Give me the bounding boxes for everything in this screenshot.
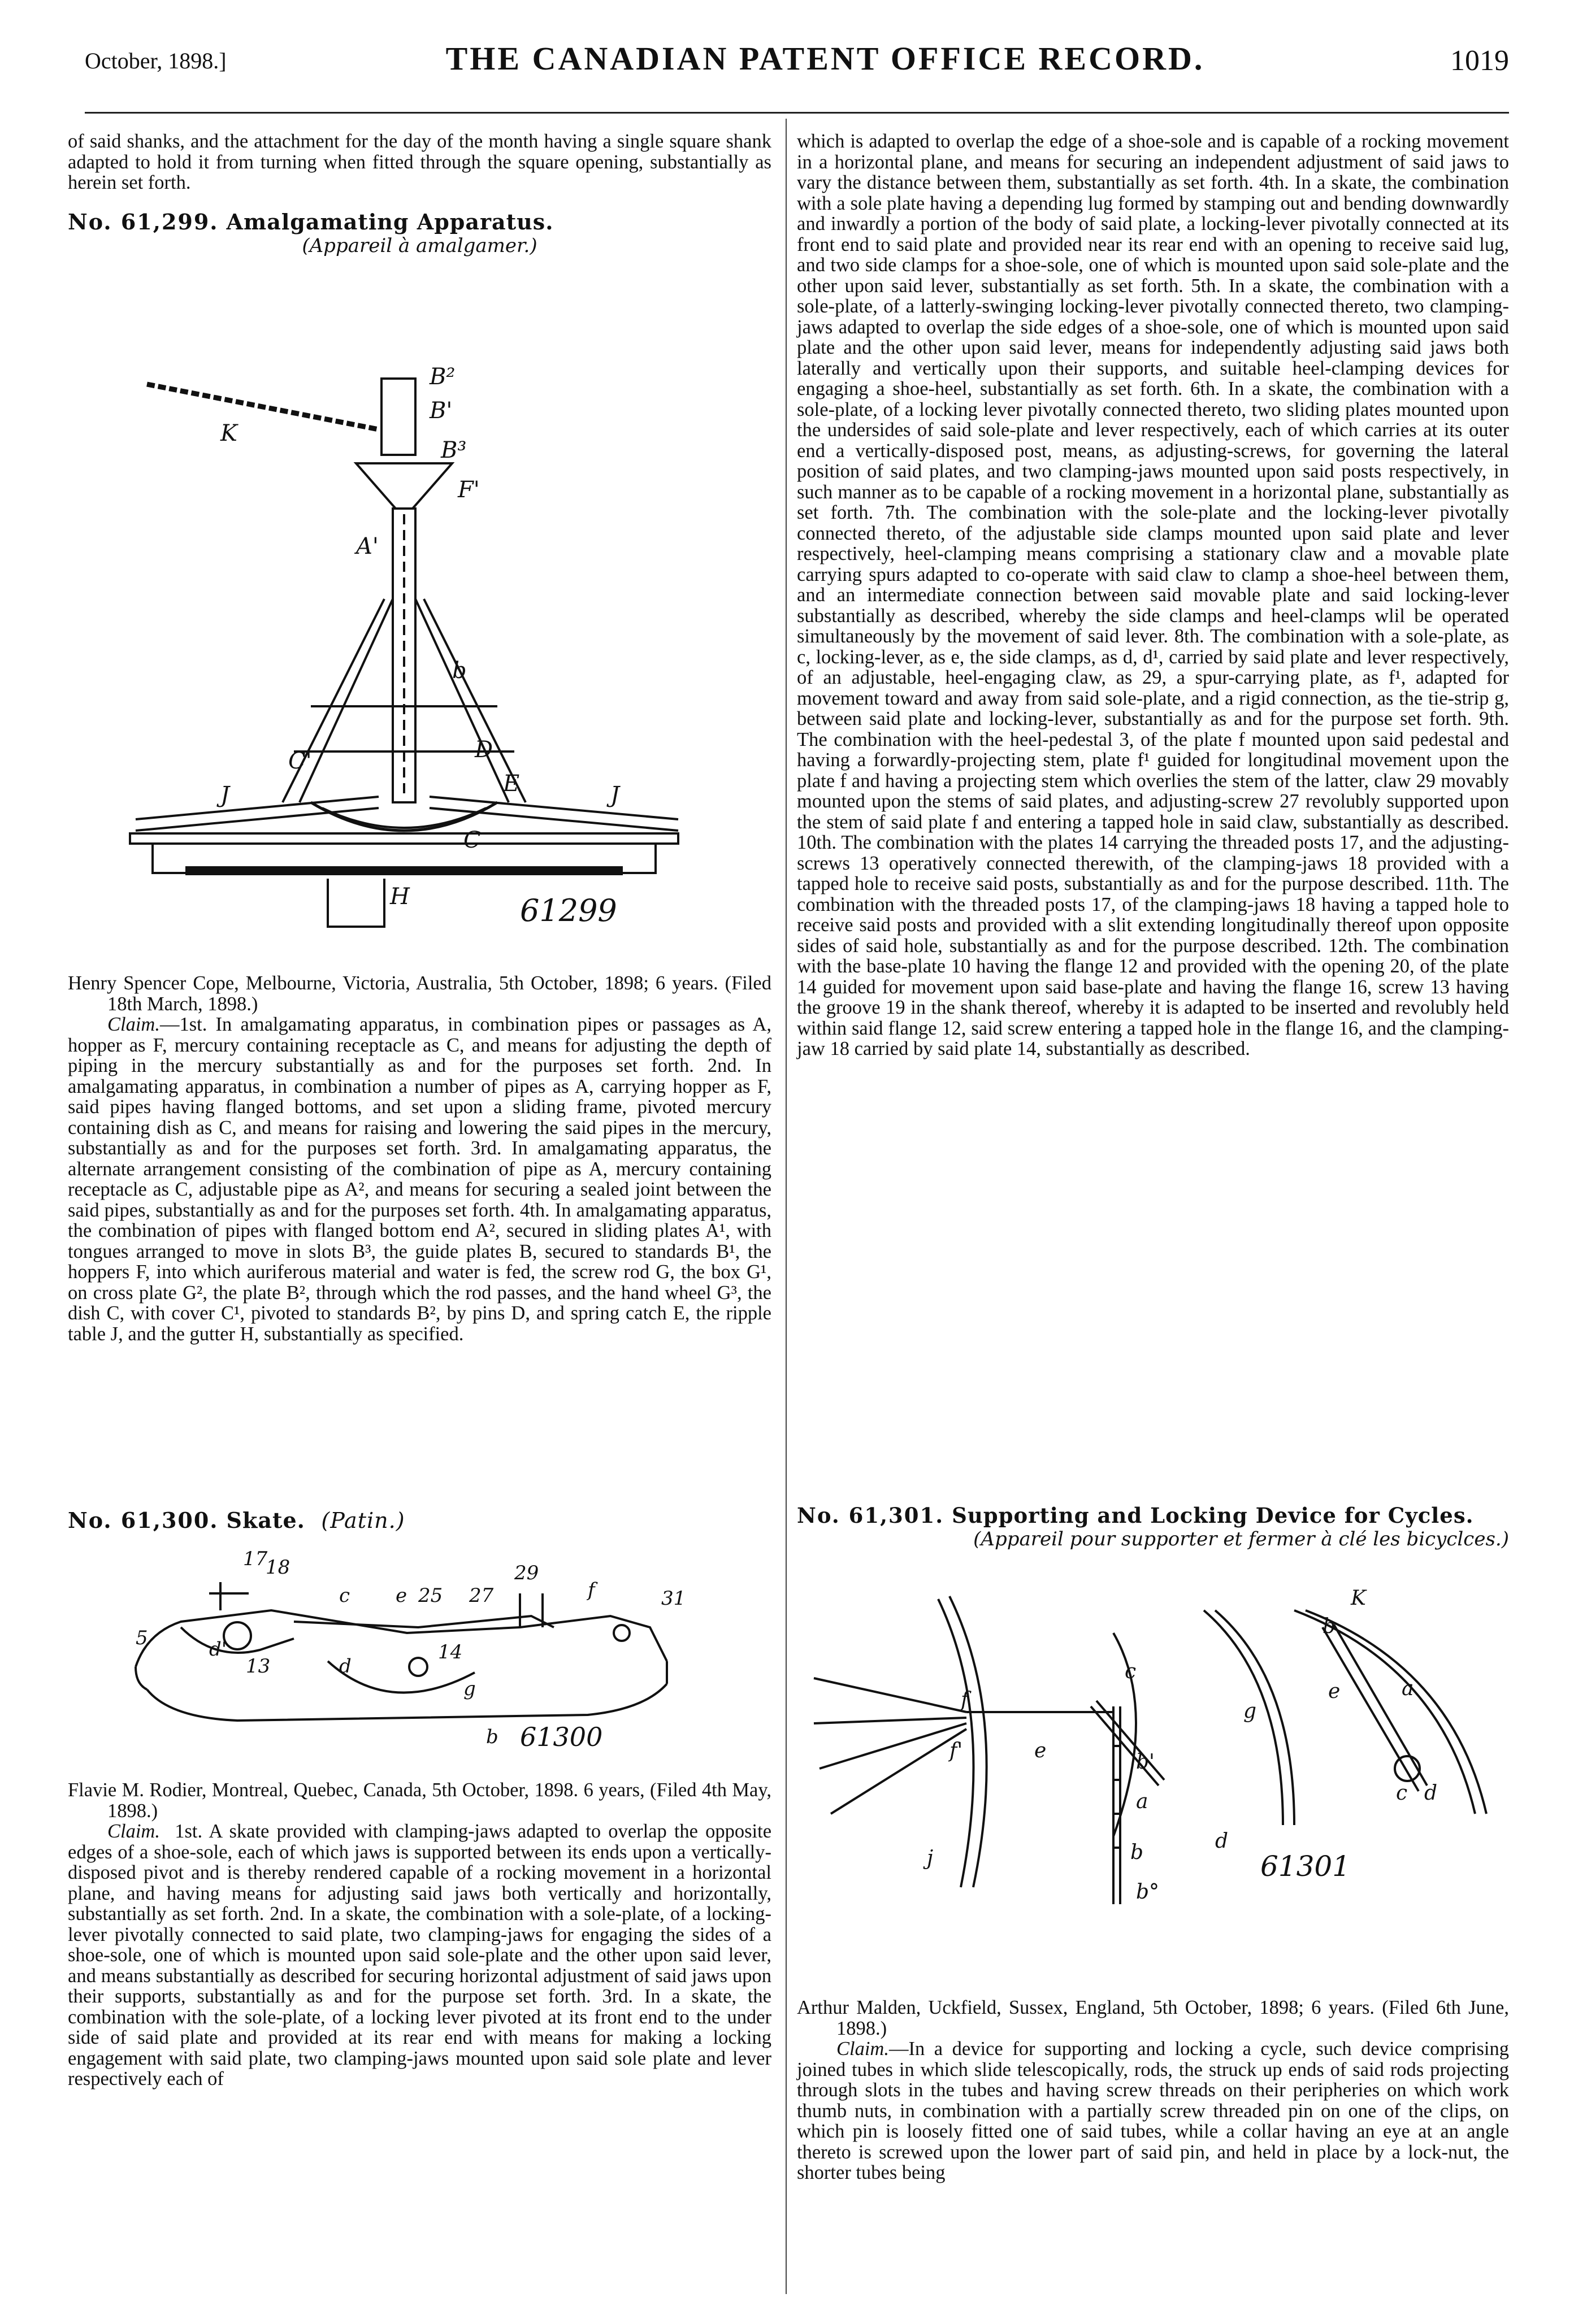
fig-label: c [1396, 1782, 1408, 1805]
fig-label: 13 [246, 1655, 271, 1678]
fig-label: D [475, 737, 493, 763]
fig-label: f' [949, 1739, 963, 1762]
fig-label: g [463, 1678, 476, 1700]
grantee: Flavie M. Rodier, Montreal, Quebec, Canada, 5th October, 1898. 6 years, (Filed 4th May, 1898.) [68, 1779, 771, 1822]
fig-label: a [1136, 1790, 1148, 1813]
patent-subtitle: (Patin.) [321, 1508, 405, 1533]
column-divider [786, 119, 787, 2294]
patent-number: No. 61,300. [68, 1508, 219, 1533]
fig-label: K [220, 420, 237, 446]
patent-61300-claims-continued [797, 131, 1509, 1059]
fig-label: j [927, 1847, 934, 1870]
fig-label: F' [458, 477, 480, 503]
claim-label: Claim. [107, 1014, 160, 1035]
claim-text: 1st. A skate provided with clamping-jaws adapted to overlap the opposite edges of a shoe-sole, each of which jaws is supported between its ends upon a vertically-disposed pivot and is thereby rendered capable of a rocking movement in a horizontal plane, and having means for adjusting said jaws both vertically and horizontally, substantially as set forth. 2nd. In a skate, the combination with a sole-plate, of a locking-lever pivotally connected to said plate, two clamping-jaws for engaging the sides of a shoe-sole, one of which is mounted upon said sole-plate and the other upon said lever, and means substantially as described for securing horizontal adjustment of said jaws upon their supports, substantially as and for the purpose set forth. 3rd. In a skate, the combination with the sole-plate, of a locking lever pivoted at its front end to the under side of said plate and provided at its rear end with means for making a locking engagement with said plate, two clamping-jaws mounted upon said sole plate and lever respectively each of [68, 1821, 772, 2090]
fig-label: a [1402, 1677, 1414, 1700]
fig-label: d [1424, 1782, 1438, 1805]
fig-label: c [1125, 1660, 1137, 1683]
fig-label: e [396, 1584, 407, 1607]
fig-label: C [463, 827, 481, 853]
patent-61301-heading [797, 1503, 1509, 1550]
fig-label: b [452, 658, 467, 684]
fig-label: B³ [441, 437, 467, 463]
fig-label: 17 [243, 1548, 268, 1570]
fig-label: c [339, 1584, 350, 1607]
figure-61299 [113, 362, 763, 966]
patent-61301-body [797, 1997, 1509, 2183]
figure-61300 [124, 1548, 712, 1763]
fig-label: g [1243, 1700, 1257, 1723]
fig-label: E [503, 771, 520, 797]
fig-label: e [1034, 1739, 1047, 1762]
fig-label: 27 [469, 1584, 494, 1607]
fig-label: e [1328, 1680, 1341, 1703]
figure-number: 61299 [520, 893, 617, 928]
issue-date: October, 1898.] [85, 48, 227, 73]
fig-label: b' [1136, 1750, 1155, 1774]
fig-label: B' [430, 398, 453, 424]
claim-text: —In a device for supporting and locking a cycle, such device comprising joined tubes in which slide telescopically, rods, the struck up ends of said rods projecting through slots in the tubes and having screw threads on their peripheries on which work thumb nuts, in combination with a partially screw threaded pin on one of the clips, on which pin is loosely fitted one of said tubes, while a collar having an eye at an angle thereto is screwed upon the lower part of said pin, and held in place by a lock-nut, the shorter tubes being [797, 2038, 1509, 2183]
header-rule [85, 112, 1509, 114]
fig-label: b [1322, 1615, 1336, 1638]
fig-label: d [1215, 1830, 1229, 1853]
publication-title: THE CANADIAN PATENT OFFICE RECORD. [445, 40, 1205, 77]
patent-number: No. 61,301. [797, 1503, 944, 1528]
fig-label: B² [430, 364, 456, 390]
patent-subtitle: (Appareil pour supporter et fermer à clé les bicyclces.) [973, 1528, 1509, 1550]
patent-61299-heading [68, 209, 771, 257]
fig-label: 29 [514, 1562, 539, 1584]
grantee: Arthur Malden, Uckfield, Sussex, England, 5th October, 1898; 6 years. (Filed 6th June, 1898.) [797, 1997, 1509, 2039]
fig-label: d [339, 1655, 352, 1678]
fig-label: K [1351, 1587, 1366, 1610]
intro-text: of said shanks, and the attachment for the day of the month having a single square shank adapted to hold it from turning when fitted through the square opening, substantially as herein set forth. [68, 131, 771, 193]
patent-subtitle: (Appareil à amalgamer.) [302, 234, 537, 257]
claim-label: Claim. [836, 2038, 889, 2060]
patent-number: No. 61,299. [68, 209, 219, 234]
fig-label: b [1130, 1841, 1144, 1864]
fig-label: C' [288, 748, 312, 774]
claim-text: —1st. In amalgamating apparatus, in combination pipes or passages as A, hopper as F, mercury containing receptacle as C, and means for adjusting the depth of piping in the mercury substantially as and for the purposes set forth. 2nd. In amalgamating apparatus, in combination a number of pipes as A, carrying hopper as F, said pipes having flanged bottoms, and set upon a sliding frame, pivoted mercury containing dish as C, and means for raising and lowering the said pipes in the mercury, substantially as and for the purposes set forth. 3rd. In amalgamating apparatus, the alternate arrangement consisting of the combination of pipe as A, mercury containing receptacle as C, adjustable pipe as A², and means for securing a sealed joint between the said pipes, substantially as and for the purposes set forth. 4th. In amalgamating apparatus, the combination of pipes with flanged bottom end A², secured in sliding plates A¹, with tongues arranged to move in slots B³, the guide plates B, secured to standards B¹, the hoppers F, into which auriferous material and water is fed, the screw rod G, the box G¹, on cross plate G², the plate B², through which the rod passes, and the hand wheel G³, the dish C, with cover C¹, pivoted to standards B², by pins D, and spring catch E, the ripple table J, and the gutter H, substantially as specified. [68, 1014, 771, 1345]
fig-label: J [610, 782, 620, 808]
fig-label: 5 [136, 1627, 148, 1649]
fig-label: b° [1136, 1880, 1160, 1904]
fig-label: d' [209, 1638, 227, 1661]
figure-number: 61301 [1260, 1850, 1351, 1883]
left-intro [68, 131, 771, 193]
fig-label: J [220, 782, 230, 808]
fig-label: 25 [418, 1584, 443, 1607]
fig-label: 14 [438, 1641, 463, 1663]
grantee: Henry Spencer Cope, Melbourne, Victoria, Australia, 5th October, 1898; 6 years. (Filed 18th March, 1898.) [68, 972, 771, 1015]
patent-title: Amalgamating Apparatus. [226, 209, 554, 234]
patent-61300-body [68, 1780, 771, 2090]
fig-label: 31 [661, 1587, 686, 1610]
fig-label: f [961, 1688, 969, 1711]
fig-label: A' [356, 533, 379, 559]
claim-continuation: which is adapted to overlap the edge of a shoe-sole and is capable of a rocking movement in a horizontal plane, and means for securing an independent adjustment of said jaws to vary the distance between them, substantially as set forth. 4th. In a skate, the combination with a sole plate having a depending lug formed by stamping out and bending downwardly and inwardly a portion of the body of said plate, a locking-lever pivotally connected at its front end to said plate and provided near its rear end with an opening to receive said lug, and two side clamps for a shoe-sole, one of which is mounted upon said sole-plate and the other upon said lever, substantially as set forth. 5th. In a skate, the combination with a sole-plate, of a latterly-swinging locking-lever pivotally connected thereto, two clamping-jaws adapted to overlap the side edges of a shoe-sole, one of which is mounted upon said plate and the other upon said lever, means for independently adjusting said jaws both laterally and vertically upon their supports, and suitable heel-clamping devices for engaging a shoe-heel, substantially as set forth. 6th. In a skate, the combination with a sole-plate, of a locking lever pivotally connected thereto, two sliding plates mounted upon the undersides of said sole-plate and lever respectively, each of which carries at its outer end a vertically-disposed post, means, as adjusting-screws, for governing the lateral position of said plates, and two clamping-jaws mounted upon said posts respectively, in such manner as to be capable of a rocking movement in a horizontal plane, substantially as set forth. 7th. The combination with the sole-plate and the locking-lever pivotally connected thereto, of the adjustable side clamps mounted upon said plate and lever respectively, heel-clamping means comprising a stationary claw and a movable plate carrying spurs adapted to co-operate with said claw to clamp a shoe-heel between them, and an intermediate connection between said movable plate and said locking-lever substantially as described, whereby the side clamps and heel-clamps wlil be operated simultaneously by the movement of said lever. 8th. The combination with a sole-plate, as c, locking-lever, as e, the side clamps, as d, d¹, carried by said plate and lever respectively, of an adjustable, heel-engaging claw, as 29, a spur-carrying plate, as f¹, adapted for movement toward and away from said sole-plate, and a rigid connection, as the tie-strip g, between said plate and locking-lever, substantially as and for the purpose set forth. 9th. The combination with the heel-pedestal 3, of the plate f mounted upon said pedestal and having a forwardly-projecting stem, plate f¹ guided for longitudinal movement upon the plate f and having a projecting stem which overlies the stem of the latter, claw 29 movably mounted upon the stems of said plates, and adjusting-screw 27 revolubly supported upon the stem of said plate f and entering a tapped hole in said claw, substantially as described. 10th. The combination with the plates 14 carrying the threaded posts 17, and the adjusting-screws 13 operatively connected therewith, of the clamping-jaws 18 provided with a tapped hole to receive said posts, substantially as and for the purpose described. 11th. The combination with the threaded posts 17, of the clamping-jaws 18 having a tapped hole to receive said posts and provided with a slit extending longitudinally thereof upon opposite sides of said hole, substantially as and for the purpose described. 12th. The combination with the base-plate 10 having the flange 12 and provided with the opening 20, of the plate 14 guided for movement upon said base-plate and having the flange 16, screw 13 having the groove 19 in the shank thereof, whereby it is adapted to be inserted and revolubly held within said flange 12, said screw entering a tapped hole in the flange 16, and the clamping-jaw 18 carried by said plate 14, substantially as described. [797, 131, 1509, 1059]
fig-label: f [588, 1579, 595, 1601]
page-header [85, 40, 1509, 85]
patent-61300-heading [68, 1508, 771, 1533]
fig-label: 18 [266, 1556, 290, 1579]
claim-label: Claim. [107, 1821, 160, 1842]
fig-label: b [486, 1726, 498, 1748]
figure-number: 61300 [520, 1722, 603, 1752]
figure-61301 [797, 1576, 1509, 1938]
fig-label: H [390, 884, 410, 910]
page-number: 1019 [1450, 45, 1509, 77]
patent-title: Supporting and Locking Device for Cycles. [952, 1503, 1474, 1528]
patent-title: Skate. [226, 1508, 305, 1533]
patent-61299-body [68, 973, 771, 1344]
